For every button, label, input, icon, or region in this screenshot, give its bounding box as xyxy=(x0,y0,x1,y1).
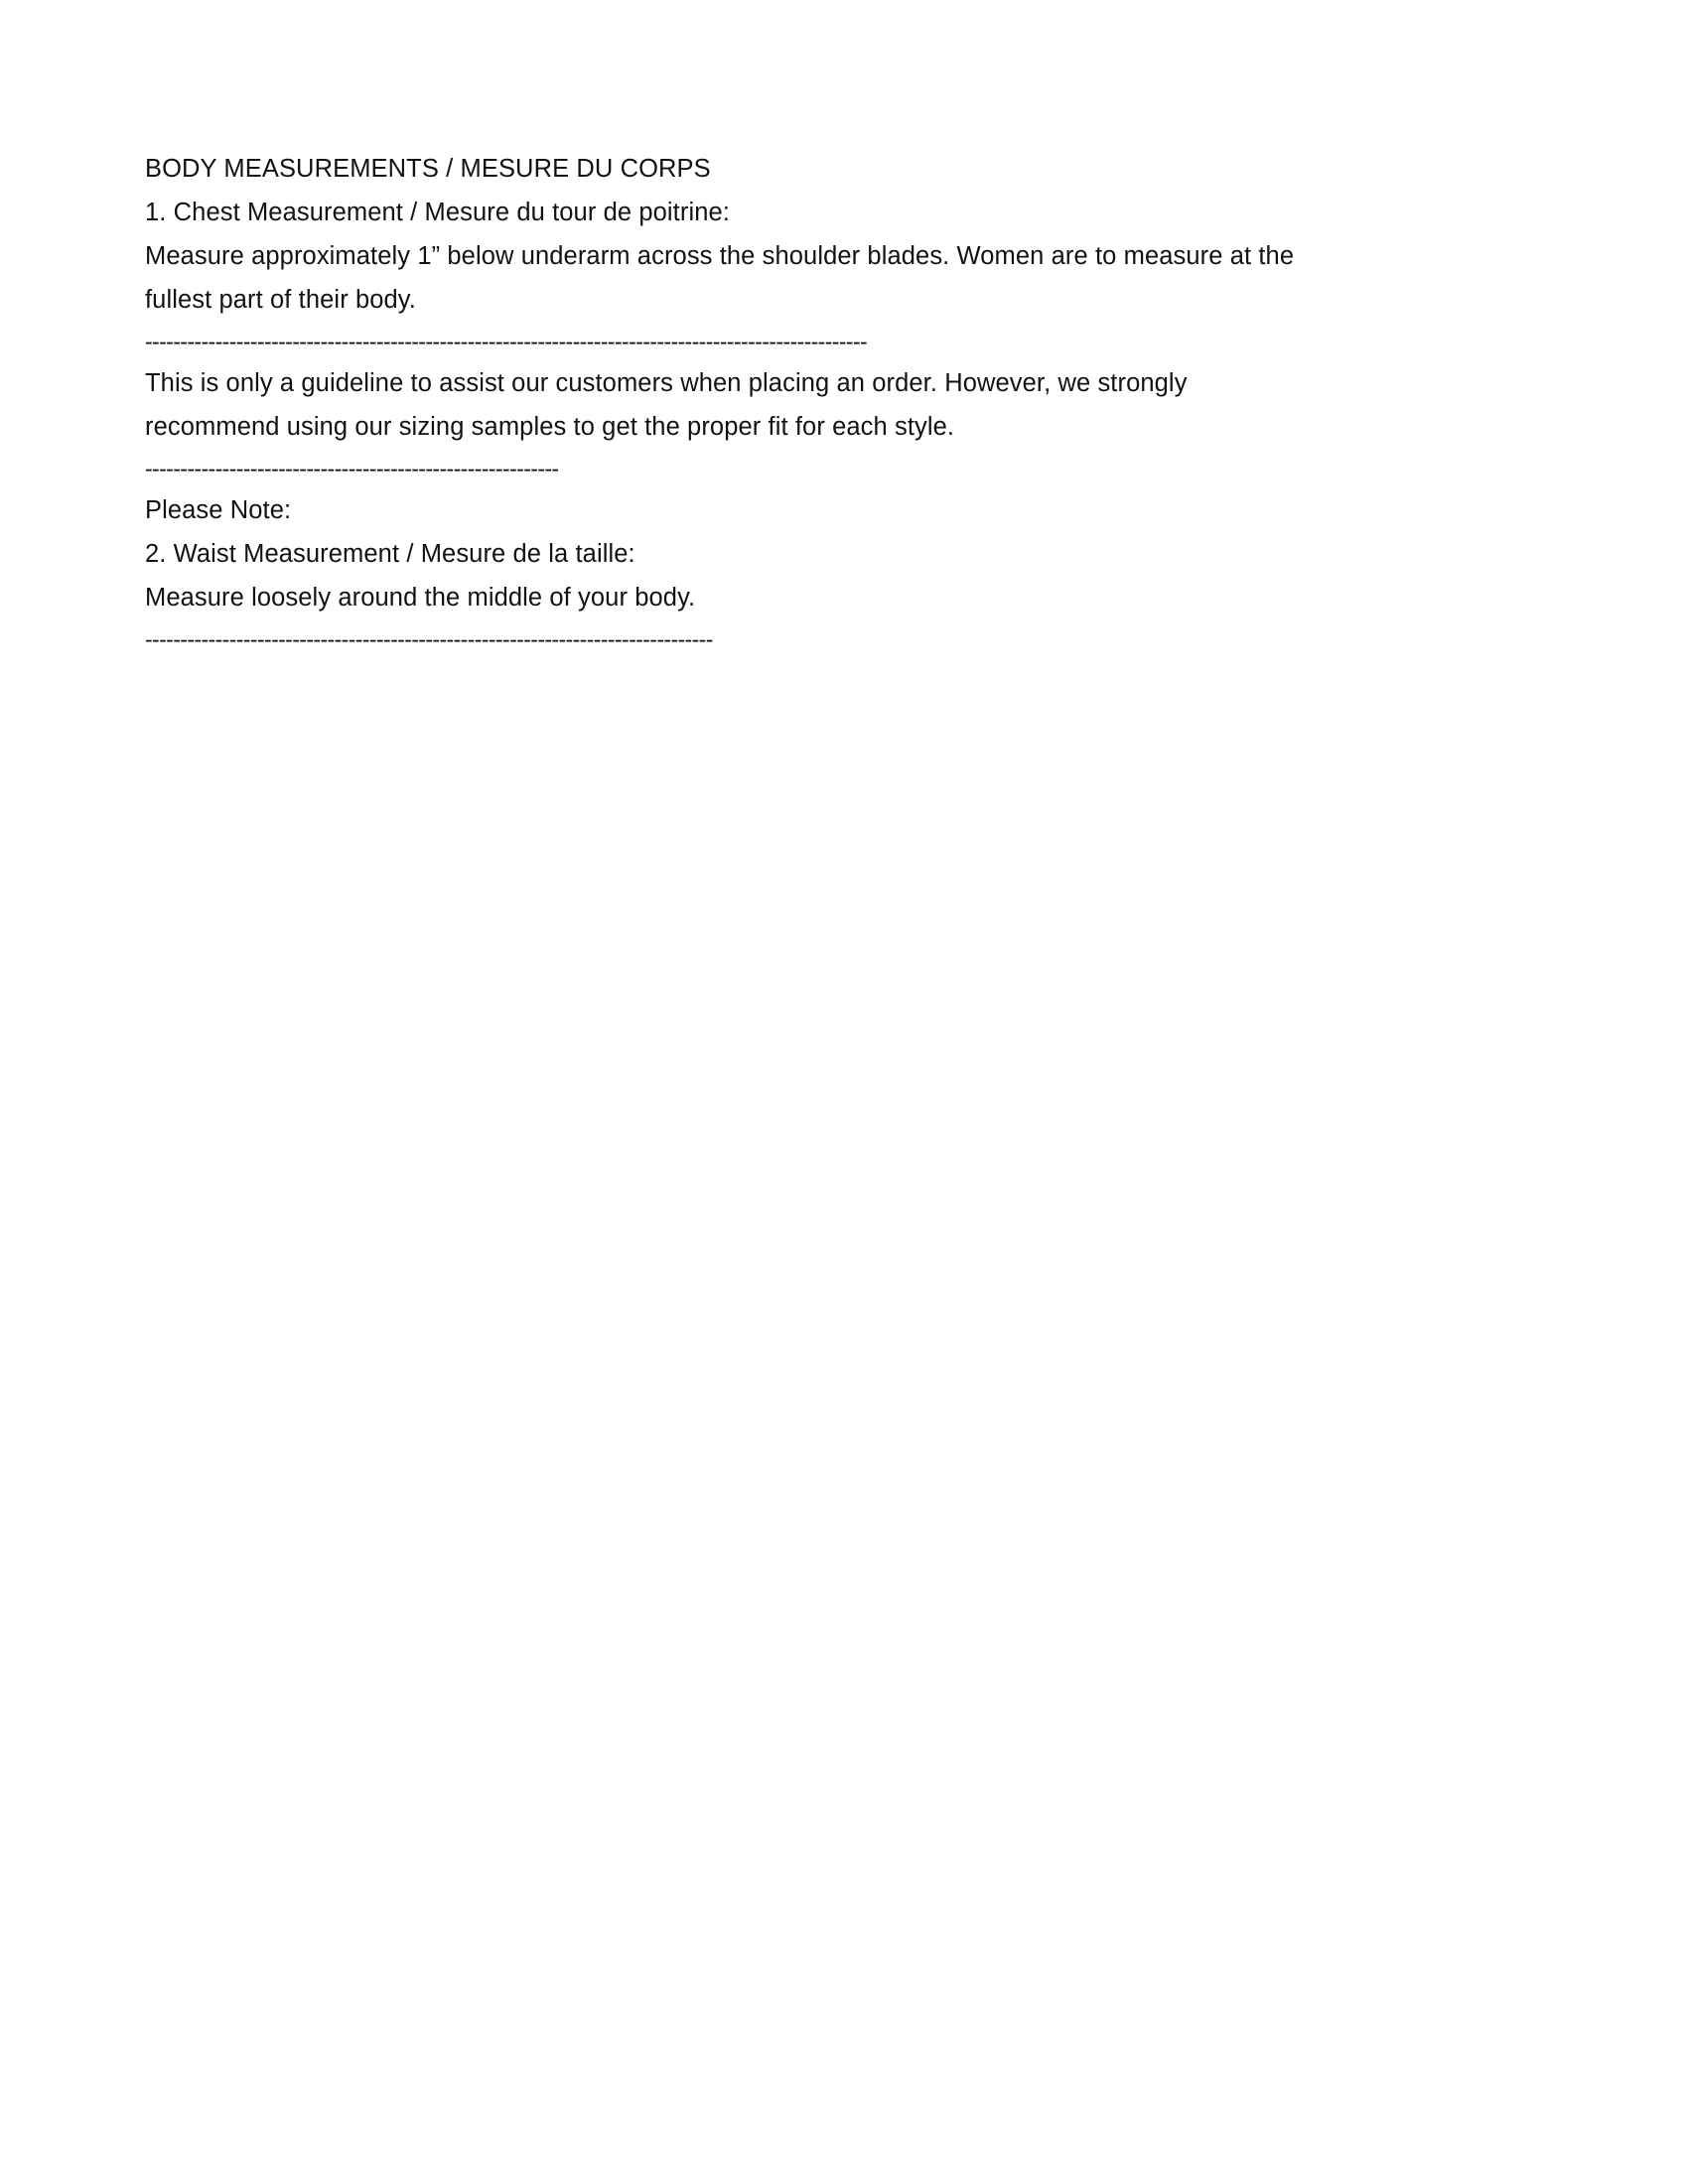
waist-measurement-instructions: Measure loosely around the middle of your body. xyxy=(145,584,696,612)
please-note-label: Please Note: xyxy=(145,496,292,524)
divider-long: ------------------------------------------------------------------------------------------------------- xyxy=(145,329,868,354)
chest-measurement-heading: 1. Chest Measurement / Mesure du tour de poitrine: xyxy=(145,199,730,226)
guideline-disclaimer: This is only a guideline to assist our customers when placing an order. However, we strongly recommend using our sizing samples to get the proper fit for each style. xyxy=(145,369,1188,441)
waist-measurement-heading: 2. Waist Measurement / Mesure de la taille: xyxy=(145,540,635,568)
divider-medium: ----------------------------------------------------------- xyxy=(145,456,559,481)
chest-measurement-instructions: Measure approximately 1” below underarm across the shoulder blades. Women are to measure at the fullest part of their body. xyxy=(145,242,1295,314)
document-heading: BODY MEASUREMENTS / MESURE DU CORPS xyxy=(145,155,711,183)
document-body xyxy=(145,147,1456,659)
divider-bottom: --------------------------------------------------------------------------------- xyxy=(145,626,713,652)
